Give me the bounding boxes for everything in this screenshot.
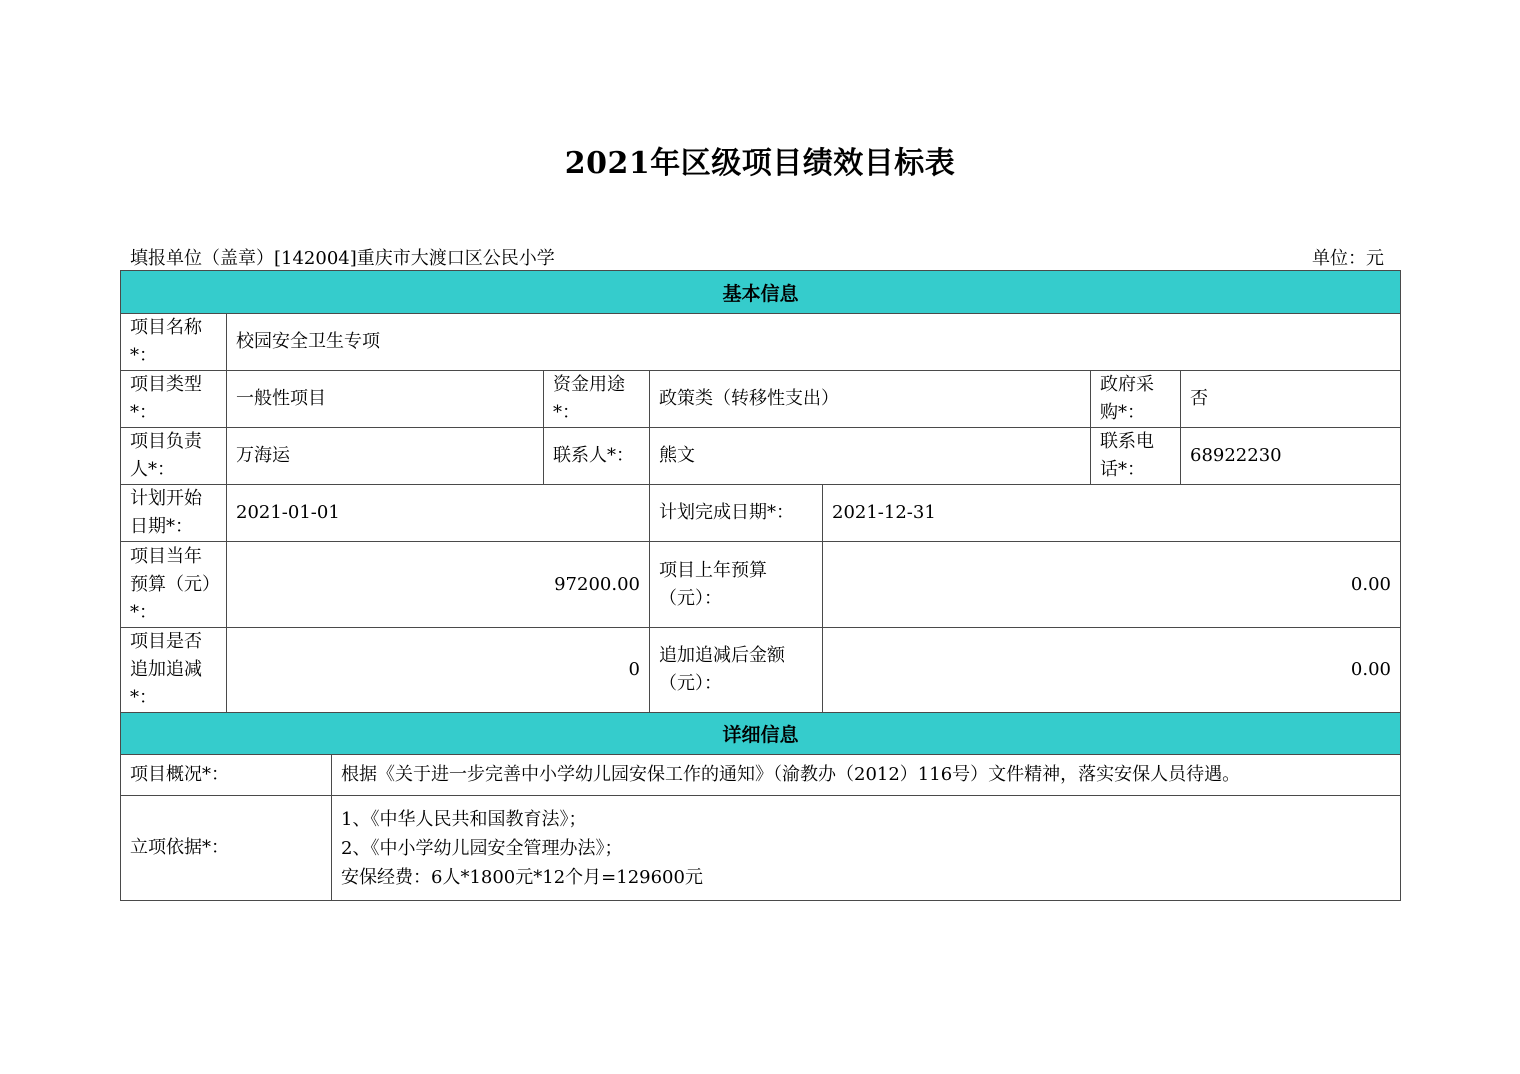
adjust-value: 0 [628,659,640,680]
contact-label: 联系人*： [553,445,634,466]
phone-value: 68922230 [1190,445,1282,466]
project-name-value: 校园安全卫生专项 [236,331,380,352]
project-type-label: 项目类型*： [130,374,202,423]
basis-line: 安保经费：6人*1800元*12个月=129600元 [341,866,703,888]
adjust-label: 项目是否追加追减*： [130,631,202,708]
adjusted-amount-value: 0.00 [1350,659,1391,680]
budget-value: 97200.00 [554,573,640,595]
prev-budget-label: 项目上年预算（元）： [659,559,767,609]
basis-line: 1、《中华人民共和国教育法》； [341,808,587,830]
adjusted-amount-label: 追加追减后金额（元）： [659,645,785,694]
overview-value: 根据《关于进一步完善中小学幼儿园安保工作的通知》（渝教办（2012）116号）文件精神，落实安保人员待遇。 [341,764,1241,785]
end-date-label: 计划完成日期*： [659,502,794,523]
basis-value [332,796,1400,900]
gov-purchase-label: 政府采购*： [1100,374,1154,423]
prev-budget-value: 0.00 [1350,573,1391,595]
overview-label: 项目概况*： [130,764,229,785]
end-date-value: 2021-12-31 [832,502,936,523]
budget-label: 项目当年预算（元）*： [130,545,211,623]
project-name-label: 项目名称*： [130,317,202,366]
project-type-value: 一般性项目 [236,388,326,409]
leader-value: 万海运 [236,445,290,466]
fund-use-value: 政策类（转移性支出） [659,388,839,409]
currency-unit: 单位：元 [1312,248,1384,269]
contact-value: 熊文 [659,445,695,466]
phone-label: 联系电话*： [1100,431,1154,480]
reporting-unit: 填报单位（盖章）[142004]重庆市大渡口区公民小学 [130,248,555,269]
gov-purchase-value: 否 [1190,388,1208,409]
basis-line: 2、《中小学幼儿园安全管理办法》； [341,837,623,859]
basis-label: 立项依据*： [130,837,229,858]
start-date-value: 2021-01-01 [236,502,340,523]
page-title: 2021年区级项目绩效目标表 [564,146,956,181]
leader-label: 项目负责人*： [130,431,202,480]
section-basic-info: 基本信息 [120,270,1401,314]
section-detail-info: 详细信息 [120,712,1401,755]
start-date-label: 计划开始日期*： [130,488,202,537]
fund-use-label: 资金用途*： [553,374,625,423]
